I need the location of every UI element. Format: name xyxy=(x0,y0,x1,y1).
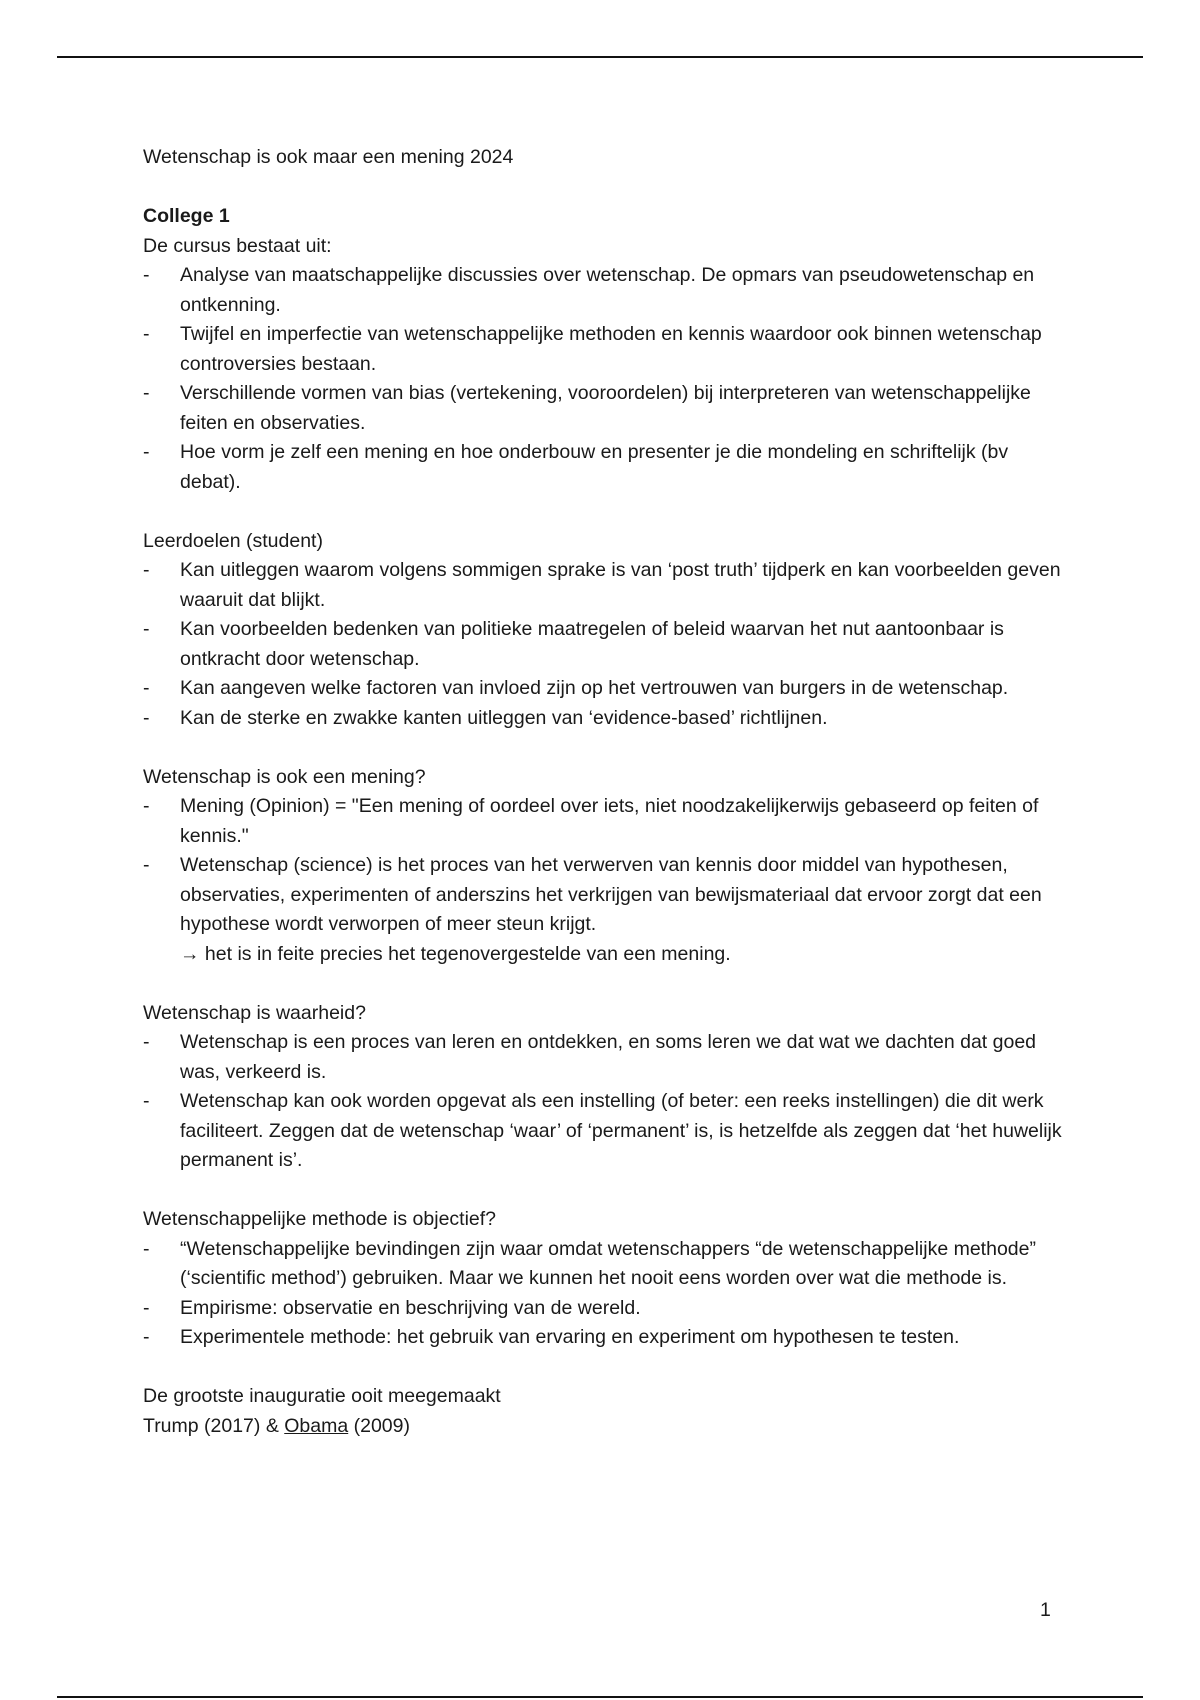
waarheid-list xyxy=(143,1028,1063,1176)
list-item: - Mening (Opinion) = "Een mening of oordeel over iets, niet noodzakelijkerwijs gebaseerd op feiten of kennis." xyxy=(143,792,1063,851)
page-content xyxy=(143,143,1063,1441)
list-item: - Wetenschap kan ook worden opgevat als een instelling (of beter: een reeks instellingen) die dit werk faciliteert. Zeggen dat de wetenschap ‘waar’ of ‘permanent’ is, is hetzelfde als zeggen dat ‘het huwelijk permanent is’. xyxy=(143,1087,1063,1176)
college-intro: De cursus bestaat uit: xyxy=(143,234,332,257)
list-item: - Kan uitleggen waarom volgens sommigen sprake is van ‘post truth’ tijdperk en kan voorbeelden geven waaruit dat blijkt. xyxy=(143,556,1063,615)
bottom-rule xyxy=(57,1696,1143,1698)
list-item: - Wetenschap is een proces van leren en ontdekken, en soms leren we dat wat we dachten dat goed was, verkeerd is. xyxy=(143,1028,1063,1087)
list-item: - Kan de sterke en zwakke kanten uitleggen van ‘evidence-based’ richtlijnen. xyxy=(143,704,1063,734)
list-item: - Analyse van maatschappelijke discussies over wetenschap. De opmars van pseudowetenschap en ontkenning. xyxy=(143,261,1063,320)
list-item: - Kan voorbeelden bedenken van politieke maatregelen of beleid waarvan het nut aantoonbaar is ontkracht door wetenschap. xyxy=(143,615,1063,674)
obama-link[interactable]: Obama xyxy=(284,1414,349,1437)
list-item-text: Wetenschap (science) is het proces van het verwerven van kennis door middel van hypothesen, observaties, experimenten of anderszins het verkrijgen van bewijsmateriaal dat ervoor zorgt dat een hypothese wordt verworpen of meer steun krijgt. xyxy=(180,854,1042,935)
college-list xyxy=(143,261,1063,497)
methode-list xyxy=(143,1235,1063,1353)
page-number: 1 xyxy=(1040,1599,1051,1621)
top-rule xyxy=(57,56,1143,58)
mening-heading: Wetenschap is ook een mening? xyxy=(143,765,426,788)
list-item: - Experimentele methode: het gebruik van ervaring en experiment om hypothesen te testen. xyxy=(143,1323,1063,1353)
list-item: - Hoe vorm je zelf een mening en hoe onderbouw en presenter je die mondeling en schriftelijk (bv debat). xyxy=(143,438,1063,497)
list-item: - Empirisme: observatie en beschrijving van de wereld. xyxy=(143,1294,1063,1324)
list-item: - “Wetenschappelijke bevindingen zijn waar omdat wetenschappers “de wetenschappelijke methode” (‘scientific method’) gebruiken. Maar we kunnen het nooit eens worden over wat die methode is. xyxy=(143,1235,1063,1294)
mening-list xyxy=(143,792,1063,969)
list-item xyxy=(143,851,1063,969)
document-title: Wetenschap is ook maar een mening 2024 xyxy=(143,146,514,168)
list-item: - Kan aangeven welke factoren van invloed zijn op het vertrouwen van burgers in de wetenschap. xyxy=(143,674,1063,704)
list-item: - Verschillende vormen van bias (vertekening, vooroordelen) bij interpreteren van wetenschappelijke feiten en observaties. xyxy=(143,379,1063,438)
inauguratie-line: De grootste inauguratie ooit meegemaakt xyxy=(143,1385,501,1407)
arrow-note: → het is in feite precies het tegenovergestelde van een mening. xyxy=(180,942,731,965)
waarheid-heading: Wetenschap is waarheid? xyxy=(143,1001,366,1024)
college-heading: College 1 xyxy=(143,205,230,227)
methode-heading: Wetenschappelijke methode is objectief? xyxy=(143,1208,497,1230)
list-item: - Twijfel en imperfectie van wetenschappelijke methoden en kennis waardoor ook binnen wetenschap controversies bestaan. xyxy=(143,320,1063,379)
years-text-after: (2009) xyxy=(348,1414,410,1437)
years-text-before: Trump (2017) & xyxy=(143,1414,285,1437)
leerdoelen-list xyxy=(143,556,1063,733)
leerdoelen-heading: Leerdoelen (student) xyxy=(143,529,323,552)
inauguratie-years xyxy=(143,1412,1063,1442)
